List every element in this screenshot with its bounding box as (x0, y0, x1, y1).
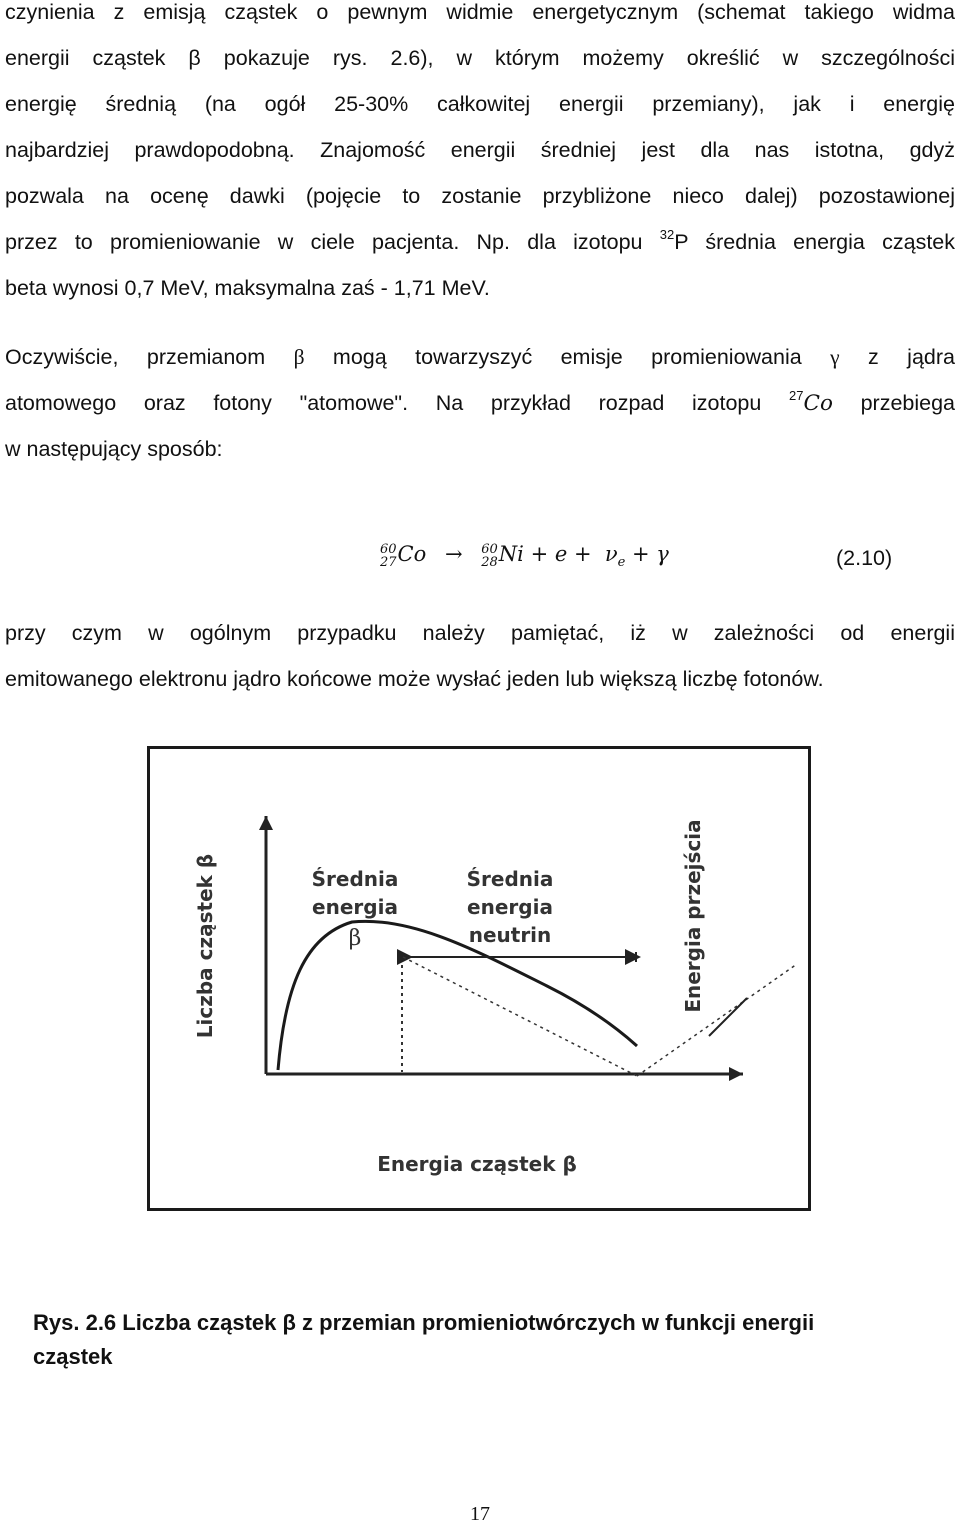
x-axis-label: Energia cząstek β (377, 1152, 577, 1176)
paragraph-3-line-1: przy czym w ogólnym przypadku należy pamiętać, iż w zależności od energii (5, 621, 955, 645)
mass-number: 60 (481, 541, 498, 557)
neutrino-subscript: e (617, 555, 626, 571)
mass-number: 60 (380, 541, 397, 557)
mean-neutrino-label-line-1: Średnia (466, 867, 554, 891)
caption-line-2: cząstek (33, 1344, 113, 1369)
paragraph-2-line-3: w następujący sposób: (5, 437, 223, 461)
beta-symbol: β (293, 345, 305, 369)
cobalt-nuclide-numbers (380, 543, 397, 569)
text-span: z jądra (839, 345, 955, 369)
caption-line-1 (33, 1306, 933, 1340)
isotope-mass-number: 27 (789, 388, 804, 403)
paragraph-2 (5, 341, 955, 479)
caption-prefix: Rys. 2.6 (33, 1310, 117, 1335)
text-span: P średnia energia cząstek (674, 230, 955, 254)
mean-neutrino-label-line-2: energia (467, 895, 553, 919)
paragraph-1-line-1: czynienia z emisją cząstek o pewnym widmie energetycznym (schemat takiego widma (5, 0, 955, 24)
atomic-number: 28 (481, 554, 498, 570)
mean-beta-label-line-1: Średnia (311, 867, 399, 891)
paragraph-1-line-5: pozwala na ocenę dawki (pojęcie to zostanie przybliżone nieco dalej) pozostawionej (5, 184, 955, 208)
decay-equation (380, 542, 669, 570)
paragraph-3-line-2: emitowanego elektronu jądro końcowe może wysłać jeden lub większą liczbę fotonów. (5, 667, 824, 691)
paragraph-2-line-1 (5, 341, 955, 387)
figure-frame (149, 748, 810, 1210)
cobalt-symbol: Co (803, 391, 833, 416)
page-number: 17 (470, 1503, 490, 1525)
equation-products: + e + ν (523, 542, 618, 566)
mean-beta-label-line-2: energia (312, 895, 398, 919)
paragraph-1-line-3: energię średnią (na ogół 25-30% całkowitej energii przemiany), jak i energię (5, 92, 955, 116)
cobalt-element: Co (397, 542, 427, 566)
isotope-mass-number: 32 (659, 227, 675, 242)
nickel-nuclide-numbers (481, 543, 498, 569)
text-span: atomowego oraz fotony "atomowe". Na przykład rozpad izotopu (5, 391, 790, 415)
paragraph-1-line-2: energii cząstek β pokazuje rys. 2.6), w którym możemy określić w szczególności (5, 46, 955, 70)
paragraph-3 (5, 617, 955, 709)
equation-number: (2.10) (836, 546, 893, 570)
atomic-number: 27 (380, 554, 397, 570)
paragraph-1-line-7: beta wynosi 0,7 MeV, maksymalna zaś - 1,71 MeV. (5, 276, 490, 300)
text-span: Oczywiście, przemianom (5, 345, 294, 369)
mean-beta-label-line-3: β (348, 926, 362, 951)
gamma-symbol: γ (830, 345, 840, 369)
y-axis-label: Liczba cząstek β (193, 853, 217, 1039)
caption-text: Liczba cząstek β z przemian promieniotwórczych w funkcji energii (116, 1310, 815, 1335)
text-span: przez to promieniowanie w ciele pacjenta. Np. dla izotopu (5, 230, 660, 254)
paragraph-1-line-6 (5, 226, 955, 272)
paragraph-2-line-2 (5, 387, 955, 433)
paragraph-1 (5, 0, 955, 318)
reaction-arrow: → (444, 542, 463, 566)
transition-energy-label: Energia przejścia (681, 819, 705, 1013)
mean-neutrino-label-line-3: neutrin (468, 923, 552, 947)
nickel-element: Ni (498, 542, 524, 566)
beta-spectrum-figure (147, 746, 812, 1219)
equation-gamma: + γ (625, 542, 669, 566)
figure-svg (147, 746, 812, 1214)
paragraph-1-line-4: najbardziej prawdopodobną. Znajomość energii średniej jest dla nas istotna, gdyż (5, 138, 955, 162)
text-span: przebiega (832, 391, 956, 415)
figure-caption (33, 1306, 933, 1374)
text-span: mogą towarzyszyć emisje promieniowania (304, 345, 831, 369)
